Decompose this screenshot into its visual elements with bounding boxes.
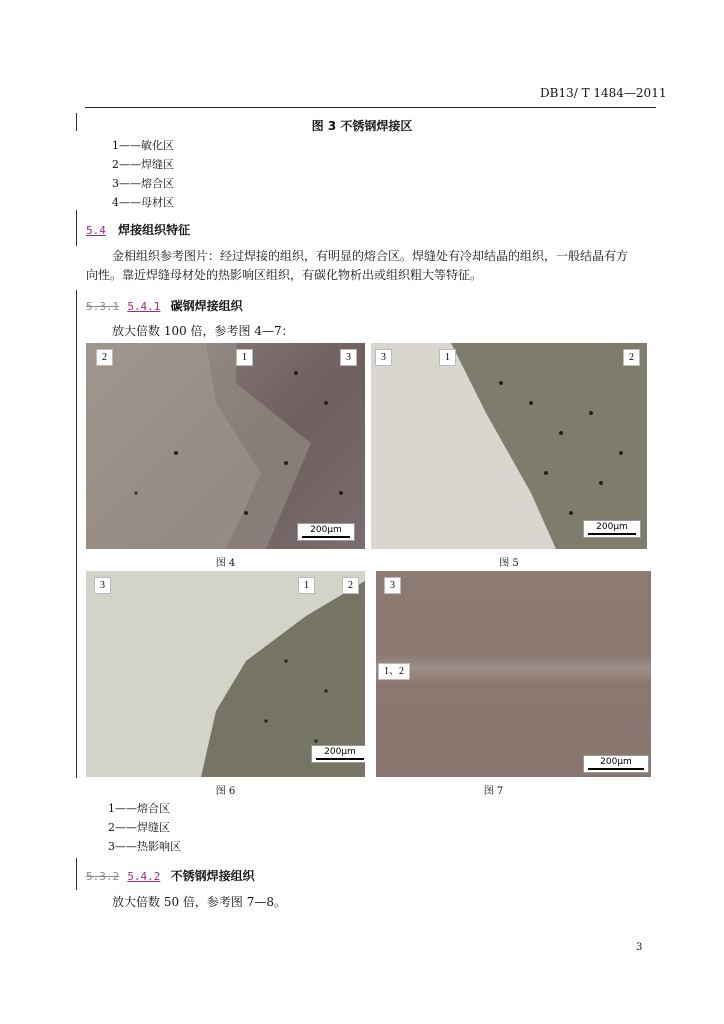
region-label: 1、2 bbox=[378, 663, 410, 680]
section-title: 碳钢焊接组织 bbox=[170, 299, 243, 313]
micrograph-figure-6 bbox=[86, 571, 365, 777]
micrograph-figure-4 bbox=[86, 343, 365, 549]
region-label: 2 bbox=[96, 349, 113, 366]
scale-bar-label: 200µm bbox=[310, 525, 342, 535]
legend-item: 4——母材区 bbox=[112, 196, 174, 209]
micrograph-texture bbox=[371, 343, 647, 549]
page-number: 3 bbox=[636, 942, 643, 953]
region-label: 1 bbox=[439, 349, 456, 366]
change-bar bbox=[76, 210, 77, 246]
change-bar bbox=[76, 858, 77, 890]
region-label: 3 bbox=[94, 577, 111, 594]
region-label: 3 bbox=[375, 349, 392, 366]
scale-bar-label: 200µm bbox=[324, 747, 356, 757]
scale-bar bbox=[583, 520, 641, 538]
micrograph-figure-7 bbox=[376, 571, 651, 777]
legend-item: 1——熔合区 bbox=[108, 802, 170, 815]
legend-item: 2——焊缝区 bbox=[112, 158, 174, 171]
scale-bar-line bbox=[316, 758, 364, 760]
section-heading-5-4-2 bbox=[86, 867, 255, 884]
scale-bar-line bbox=[588, 768, 644, 770]
legend-item: 3——熔合区 bbox=[112, 177, 174, 190]
region-label: 1 bbox=[298, 577, 315, 594]
old-section-number: 5.3.2 bbox=[86, 870, 120, 883]
figure-caption: 图 6 bbox=[215, 786, 236, 797]
paragraph-text: 放大倍数 100 倍，参考图 4—7： bbox=[112, 324, 294, 338]
section-title: 焊接组织特征 bbox=[118, 223, 191, 237]
region-label: 2 bbox=[623, 349, 640, 366]
scale-bar bbox=[311, 745, 365, 763]
section-heading-5-4-1 bbox=[86, 297, 243, 314]
legend-item: 2——焊缝区 bbox=[108, 821, 170, 834]
region-label: 3 bbox=[340, 349, 357, 366]
region-label: 3 bbox=[384, 577, 401, 594]
section-title: 不锈钢焊接组织 bbox=[170, 869, 255, 883]
standard-code: DB13/ T 1484—2011 bbox=[540, 86, 667, 100]
region-label: 1 bbox=[236, 349, 253, 366]
section-number: 5.4 bbox=[86, 224, 106, 237]
legend-item: 3——热影响区 bbox=[108, 840, 181, 853]
old-section-number: 5.3.1 bbox=[86, 300, 120, 313]
section-heading-5-4 bbox=[86, 221, 190, 238]
scale-bar bbox=[583, 755, 649, 773]
figure-caption: 图 7 bbox=[483, 786, 504, 797]
scale-bar bbox=[297, 523, 355, 541]
figure-caption: 图 4 bbox=[215, 558, 236, 569]
section-number: 5.4.2 bbox=[127, 870, 161, 883]
scale-bar-label: 200µm bbox=[600, 757, 632, 767]
paragraph-line: 金相组织参考图片：经过焊接的组织，有明显的熔合区。焊缝处有冷却结晶的组织，一般结晶有方 bbox=[112, 249, 629, 263]
scale-bar-line bbox=[302, 536, 350, 538]
scale-bar-label: 200µm bbox=[596, 522, 628, 532]
legend-item: 1——敏化区 bbox=[112, 139, 174, 152]
figure3-title: 图 3 不锈钢焊接区 bbox=[311, 119, 413, 133]
change-bar bbox=[76, 290, 77, 778]
figure-caption: 图 5 bbox=[499, 558, 519, 569]
paragraph-line: 向性。靠近焊缝母材处的热影响区组织，有碳化物析出或组织粗大等特征。 bbox=[86, 268, 483, 282]
micrograph-texture bbox=[86, 343, 365, 549]
region-label: 2 bbox=[342, 577, 359, 594]
scale-bar-line bbox=[588, 533, 636, 535]
header-rule bbox=[85, 107, 656, 108]
paragraph-text: 放大倍数 50 倍，参考图 7—8。 bbox=[112, 895, 286, 909]
section-number: 5.4.1 bbox=[127, 300, 161, 313]
micrograph-figure-5 bbox=[371, 343, 647, 549]
